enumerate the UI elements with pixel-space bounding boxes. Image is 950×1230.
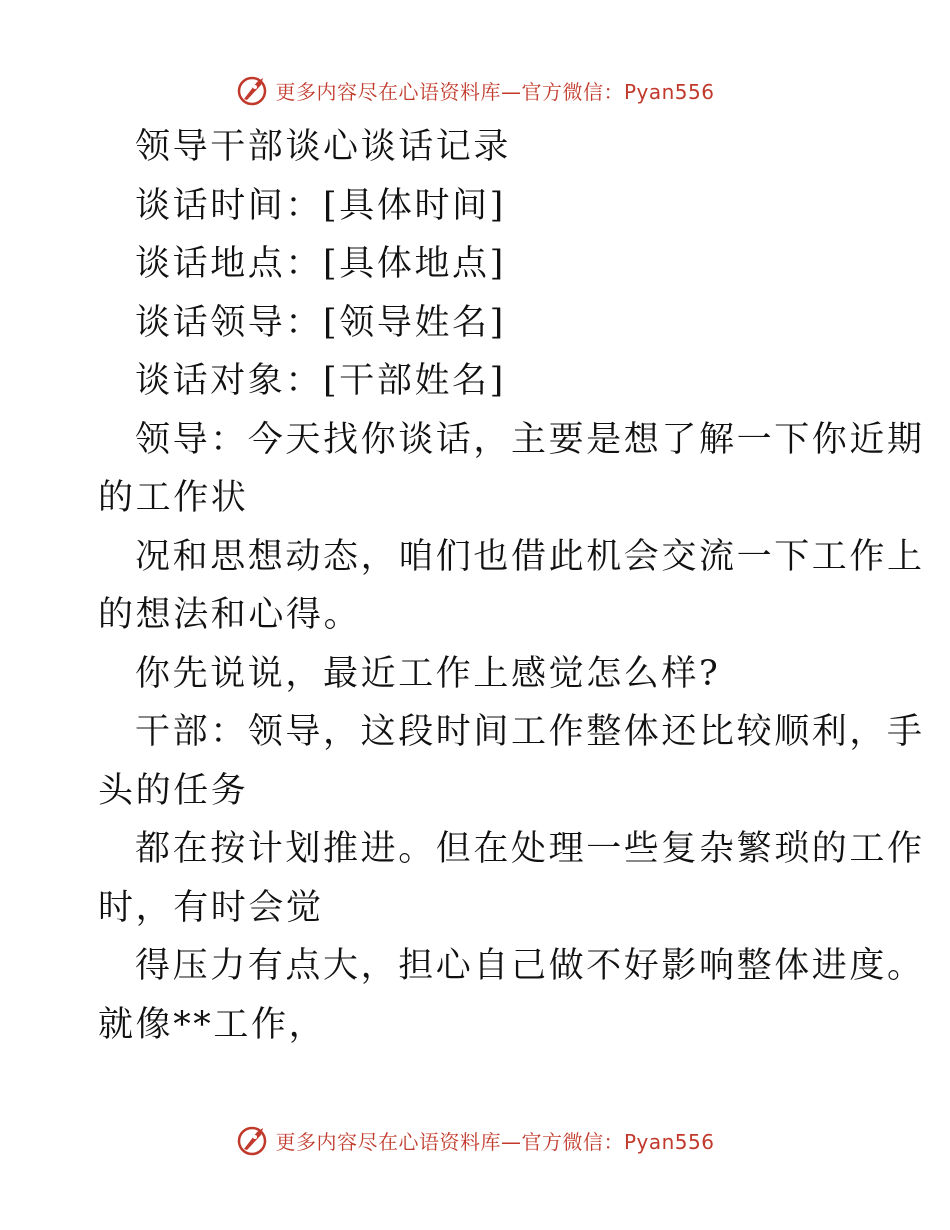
text-line: 你先说说，最近工作上感觉怎么样? — [135, 653, 721, 694]
meta-line-time: 谈话时间：[具体时间] — [135, 185, 506, 226]
meta-line-leader: 谈话领导：[领导姓名] — [135, 302, 506, 343]
text-line: 的想法和心得。 — [98, 595, 362, 635]
header-banner — [0, 70, 950, 110]
document-body — [98, 118, 925, 1054]
footer-banner-text: 更多内容尽在心语资料库—官方微信：Pyan556 — [275, 1129, 715, 1154]
text-line: 领导：今天找你谈话，主要是想了解一下你近期 — [135, 419, 925, 460]
text-line: 况和思想动态，咱们也借此机会交流一下工作上 — [135, 536, 925, 577]
text-line: 头的任务 — [98, 770, 249, 811]
text-line: 的工作状 — [98, 478, 249, 518]
pen-nib-icon — [235, 72, 271, 108]
text-line: 都在按计划推进。但在处理一些复杂繁琐的工作 — [135, 829, 925, 869]
footer-banner — [0, 1120, 950, 1160]
header-banner-text: 更多内容尽在心语资料库—官方微信：Pyan556 — [275, 79, 715, 104]
meta-line-place: 谈话地点：[具体地点] — [135, 244, 506, 284]
document-title: 领导干部谈心谈话记录 — [135, 127, 512, 167]
meta-line-subject: 谈话对象：[干部姓名] — [135, 361, 506, 401]
pen-nib-icon — [235, 1122, 271, 1158]
text-line: 干部：领导，这段时间工作整体还比较顺利，手 — [135, 712, 925, 752]
text-line: 就像**工作， — [98, 1004, 327, 1045]
text-line: 时，有时会觉 — [98, 887, 324, 928]
text-line: 得压力有点大，担心自己做不好影响整体进度。 — [135, 946, 925, 986]
